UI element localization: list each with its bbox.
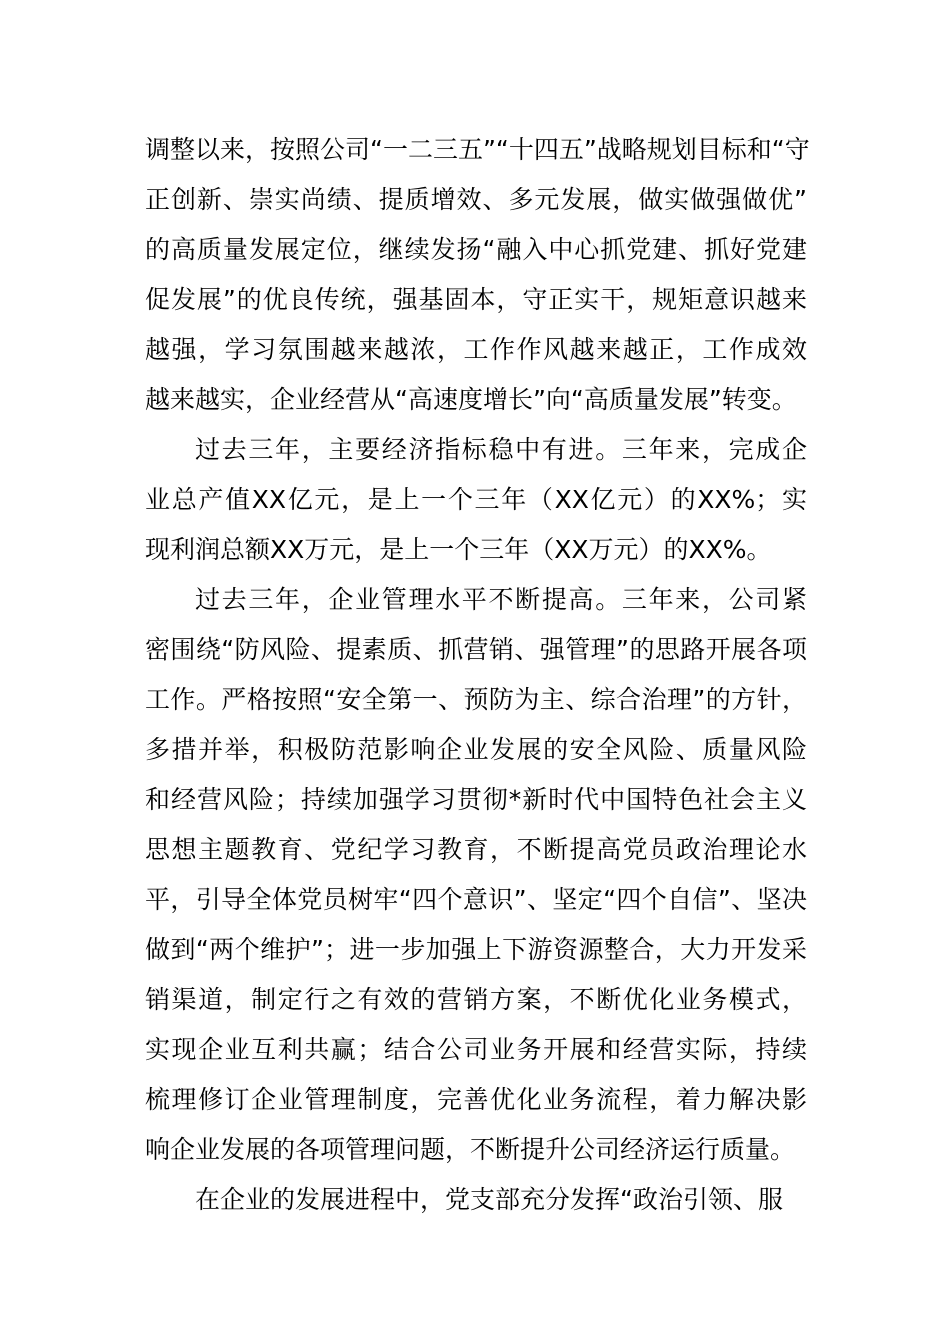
text-line: 正创新、崇实尚绩、提质增效、多元发展，做实做强做优”: [145, 185, 807, 214]
text-line: 平，引导全体党员树牢“四个意识”、坚定“四个自信”、坚决: [145, 885, 807, 914]
paragraph-3: [145, 575, 807, 1175]
text-line: 销渠道，制定行之有效的营销方案，不断优化业务模式，: [145, 985, 807, 1014]
text-line: 的高质量发展定位，继续发扬“融入中心抓党建、抓好党建: [145, 235, 807, 264]
text-line: 工作。严格按照“安全第一、预防为主、综合治理”的方针，: [145, 685, 807, 714]
paragraph-2: [145, 425, 807, 575]
document-body: [145, 125, 810, 1225]
text-line: 实现企业互利共赢；结合公司业务开展和经营实际，持续: [145, 1035, 807, 1064]
text-line: 越来越实，企业经营从“高速度增长”向“高质量发展”转变。: [145, 385, 797, 414]
text-line: 过去三年，主要经济指标稳中有进。三年来，完成企: [195, 435, 807, 464]
text-line: 现利润总额XX万元，是上一个三年（XX万元）的XX%。: [145, 535, 772, 564]
paragraph-4: [145, 1175, 807, 1225]
text-line: 梳理修订企业管理制度，完善优化业务流程，着力解决影: [145, 1085, 807, 1114]
paragraph-1: [145, 125, 810, 425]
text-line: 业总产值XX亿元，是上一个三年（XX亿元）的XX%；实: [145, 485, 807, 514]
text-line: 和经营风险；持续加强学习贯彻*新时代中国特色社会主义: [145, 785, 807, 814]
text-line: 在企业的发展进程中，党支部充分发挥“政治引领、服: [195, 1185, 783, 1214]
text-line: 密围绕“防风险、提素质、抓营销、强管理”的思路开展各项: [145, 635, 807, 664]
text-line: 思想主题教育、党纪学习教育，不断提高党员政治理论水: [145, 835, 807, 864]
text-line: 促发展”的优良传统，强基固本，守正实干，规矩意识越来: [145, 285, 807, 314]
text-line: 调整以来，按照公司“一二三五”“十四五”战略规划目标和“守: [145, 135, 810, 164]
text-line: 做到“两个维护”；进一步加强上下游资源整合，大力开发采: [145, 935, 807, 964]
text-line: 越强，学习氛围越来越浓，工作作风越来越正，工作成效: [145, 335, 807, 364]
text-line: 多措并举，积极防范影响企业发展的安全风险、质量风险: [145, 735, 807, 764]
text-line: 过去三年，企业管理水平不断提高。三年来，公司紧: [195, 585, 807, 614]
text-line: 响企业发展的各项管理问题，不断提升公司经济运行质量。: [145, 1135, 796, 1164]
